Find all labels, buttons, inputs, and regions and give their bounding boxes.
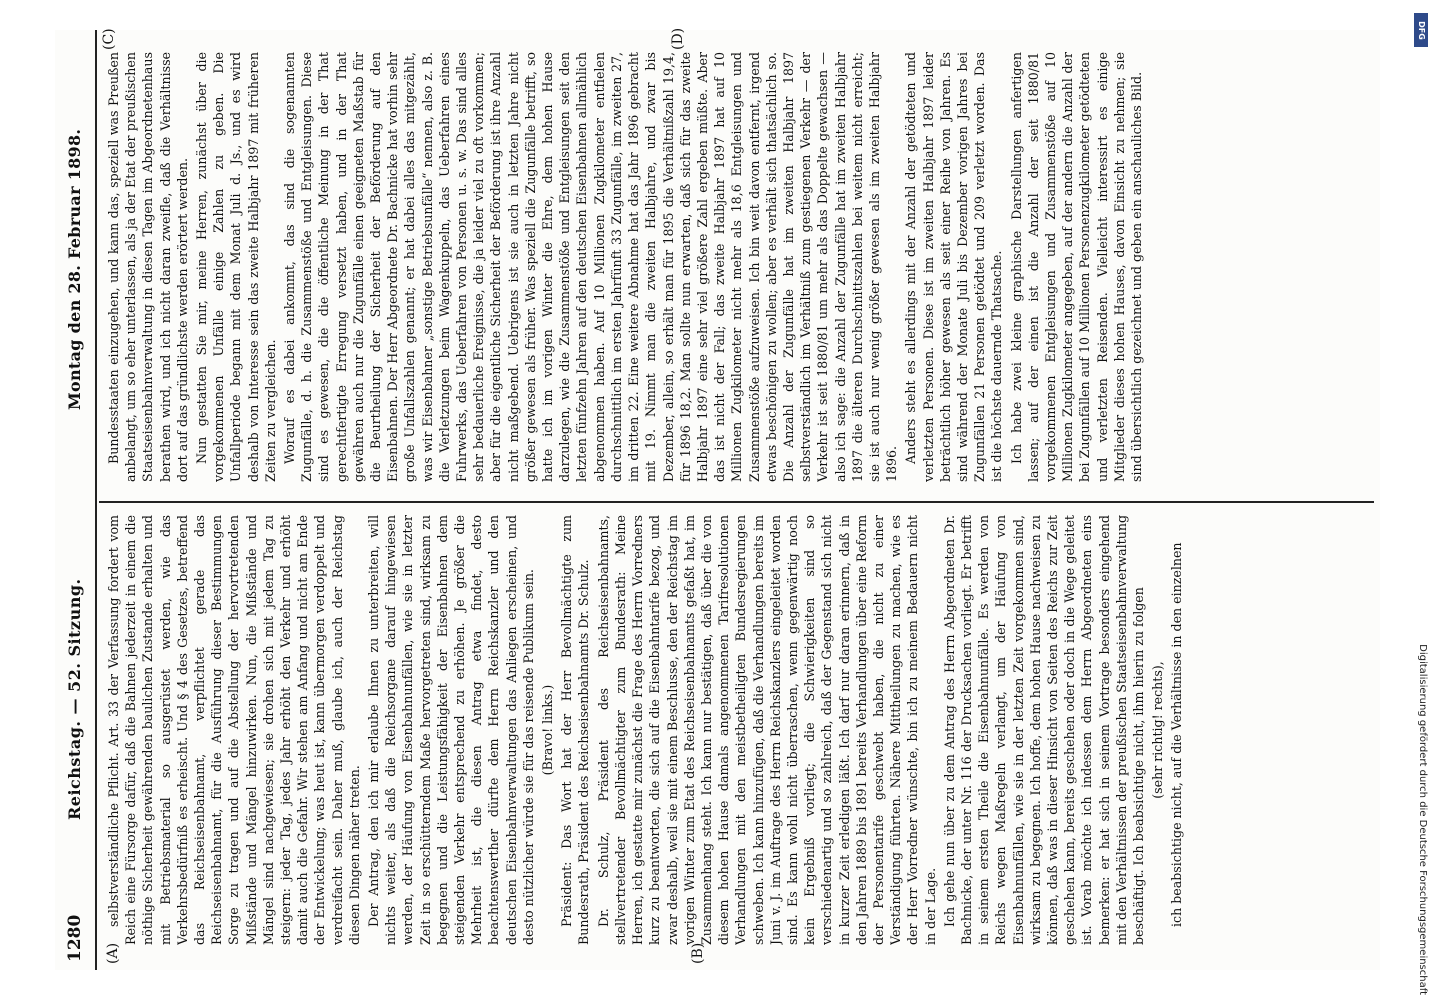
column-divider <box>99 501 1374 503</box>
session-title: Reichstag. — 52. Sitzung. <box>65 578 84 820</box>
digitization-credit <box>1410 5 1430 995</box>
interjection: (sehr richtig! rechts), <box>1150 661 1166 799</box>
right-column <box>105 52 1375 482</box>
paragraph: Ich gehe nun über zu dem Antrag des Herrn Abgeordneten Dr. Bachnicke, der unter Nr. 116 der Drucksachen vorliegt. Er betrifft in seinem ersten Theile die Eisenbahnunfälle. Es werden von Reichs wegen Maßregeln verlangt, um der Häufung von Eisenbahnunfällen, wie sie in der letzten Zeit vorgekommen sind, wirksam zu begegnen. Ich hoffe, dem hohen Hause nachweisen zu können, daß was in dieser Hinsicht von Seiten des Reichs zur Zeit geschehen kann, bereits geschehen oder doch in die Wege geleitet ist. Vorab möchte ich indessen dem Herrn Abgeordneten eins bemerken: er hat sich in seinem Vortrage besonders eingehend mit den Verhältnissen der preußischen Staatseisenbahnverwaltung beschäftigt. Ich beabsichtige nicht, ihm hierin zu folgen <box>941 515 1146 945</box>
page-number: 1280 <box>65 914 85 962</box>
paragraph: ich beabsichtige nicht, auf die Verhältnisse in den einzelnen <box>1169 542 1185 927</box>
paragraph: Anders steht es allerdings mit der Anzahl der getödteten und verletzten Personen. Diese ist im zweiten Halbjahr 1897 leider beträchtlich höher gewesen als seit einer Reihe von Jahren. Es sind während der Monate Juli bis Dezember vorigen Jahres bei Zugunfällen 21 Personen getödtet und 209 verletzt worden. Das ist die höchste dauernde Thatsache. <box>903 52 1005 482</box>
paragraph: selbstverständliche Pflicht. Art. 33 der Verfassung fordert vom Reich eine Fürsorge dafür, daß die Bahnen jederzeit in einem die nöthige Sicherheit gewährenden baulichen Zustande erhalten und mit Betriebsmaterial so ausgerüstet werden, wie das Verkehrsbedürfniß es erheischt. Und § 4 des Gesetzes, betreffend das Reichseisenbahnamt, verpflichtet gerade das Reichseisenbahnamt, für die Ausführung dieser Bestimmungen Sorge zu tragen und auf die Abstellung der hervortretenden Mißstände und Mängel hinzuwirken. Nun, die Mißstände und Mängel sind nachgewiesen; sie drohen sich mit jedem Tag zu steigern: jeder Tag, jedes Jahr erhöht den Verkehr und erhöht damit auch die Gefahr. Wir stehen am Anfang und nicht am Ende der Entwickelung; was heut ist, kann übermorgen verdoppelt und verdreifacht sein. Daher muß, glaube ich, auch der Reichstag diesen Dingen näher treten. <box>106 515 362 945</box>
running-head <box>55 30 97 970</box>
margin-mark-d: (D) <box>670 27 686 50</box>
paragraph: Nun gestatten Sie mir, meine Herren, zunächst über die vorgekommenen Unfälle einige Zahlen zu geben. Die Unfallperiode begann mit dem Monat Juli d. Js., und es wird deshalb von Interesse sein das zweite Halbjahr 1897 mit früheren Zeiten zu vergleichen. <box>194 52 278 482</box>
paragraph: Worauf es dabei ankommt, das sind die sogenannten Zugunfälle, d. h. die Zusammenstöße und Entgleisungen. Diese sind es gewesen, die die öffentliche Meinung in der That gerechtfertigte Erregung versetzt haben, und in der That gewähren auch nur die Zugunfälle einen geeigneten Maßstab für die Beurtheilung der Sicherheit der Beförderung auf den Eisenbahnen. Der Herr Abgeordnete Dr. Bachnicke hat vorhin sehr große Unfallszahlen genannt; er hat dabei alles das mitgezählt, was wir Eisenbahner „sonstige Betriebsunfälle“ nennen, also z. B. die Verletzungen beim Wagenkuppeln, das Ueberfahren eines Fuhrwerks, das Ueberfahren von Personen u. s. w. Das sind alles sehr bedauerliche Ereignisse, die ja leider viel zu oft vorkommen; aber für die eigentliche Sicherheit der Beförderung ist ihre Anzahl nicht maßgebend. Uebrigens ist sie auch in letzten Jahre nicht größer gewesen als früher. Was speziell die Zugunfälle betrifft, so hatte ich im vorigen Winter die Ehre, dem hohen Hause darzulegen, wie die Zusammenstöße und Entgleisungen seit den letzten fünfzehn Jahren auf den deutschen Eisenbahnen allmählich abgenommen haben. Auf 10 Millionen Zugkilometer entfielen durchschnittlich im ersten Jahrfünft 33 Zugunfälle, im zweiten 27, im dritten 22. Eine weitere Abnahme hat das Jahr 1896 gebracht mit 19. Nimmt man die zweiten Halbjahre, und zwar bis Dezember, allein, so erhält man für 1895 die Verhältnißzahl 19,4, für 1896 18,2. Man sollte nun erwarten, daß sich für das zweite Halbjahr 1897 eine sehr viel größere Zahl ergeben müßte. Aber das ist nicht der Fall; das zweite Halbjahr 1897 hat auf 10 Millionen Zugkilometer nicht mehr als 18,6 Entgleisungen und Zusammenstöße aufzuweisen. Ich bin weit davon entfernt, irgend etwas beschönigen zu wollen; aber es verhält sich thatsächlich so. Die Anzahl der Zugunfälle hat im zweiten Halbjahr 1897 selbstverständlich im Verhältniß zum gestiegenen Verkehr — der Verkehr ist seit 1880/81 um mehr als das Doppelte gewachsen — also ich sage: die Anzahl der Zugunfälle hat im zweiten Halbjahr 1897 die älteren Durchschnittszahlen bei weitem nicht erreicht; sie ist auch nur wenig größer gewesen als im zweiten Halbjahr 1896. <box>282 52 900 482</box>
date-title: Montag den 28. Februar 1898. <box>65 128 84 410</box>
paragraph: Bundesstaaten einzugehen, und kann das, speziell was Preußen anbelangt, um so eher unterlassen, als ja der Etat der preußischen Staatseisenbahnverwaltung in diesen Tagen im Abgeordnetenhaus berathen wird, und ich nicht daran zweifle, daß die Verhältnisse dort auf das gründlichste werden erörtert werden. <box>106 52 190 482</box>
interjection: (Bravo! links.) <box>540 684 556 776</box>
dfg-logo: DFG <box>1414 13 1428 47</box>
rotated-page <box>55 27 1380 970</box>
paragraph: Dr. Schulz, Präsident des Reichseisenbahnamts, stellvertretender Bevollmächtigter zum Bundesrath: Meine Herren, ich gestatte mir zunächst die Frage des Herrn Vorredners kurz zu beantworten, die sich auf die Eisenbahntarife bezog, und zwar deshalb, weil sie mit einem Beschlusse, den der Reichstag im vorigen Winter zum Etat des Reichseisenbahnamts gefaßt hat, im Zusammenhang steht. Ich kann nur bestätigen, daß über die von diesem hohen Hause damals angenommenen Tarifresolutionen Verhandlungen mit den meistbetheiligten Bundesregierungen schweben. Ich kann hinzufügen, daß die Verhandlungen bereits im Juni v. J. im Auftrage des Herrn Reichskanzlers eingeleitet worden sind. Es kann wohl nicht überraschen, wenn gegenwärtig noch kein Ergebniß vorliegt; die Schwierigkeiten sind so verschiedenartig und so zahlreich, daß der Gegenstand sich nicht in kurzer Zeit erledigen läßt. Ich darf nur daran erinnern, daß in den Jahren 1889 bis 1891 bereits Verhandlungen über eine Reform der Personentarife geschwebt haben, die nicht zu einer Verständigung führten. Nähere Mittheilungen zu machen, wie es der Herr Vorredner wünschte, bin ich zu meinem Bedauern nicht in der Lage. <box>595 515 938 945</box>
paragraph: Ich habe zwei kleine graphische Darstellungen anfertigen lassen; auf der einen ist die Anzahl der seit 1880/81 vorgekommenen Entgleisungen und Zusammenstöße auf 10 Millionen Zugkilometer angegeben, auf der andern die Anzahl der bei Zugunfällen auf 10 Millionen Personenzugkilometer getödteten und verletzten Reisenden. Vielleicht interessirt es einige Mitglieder dieses hohen Hauses, davon Einsicht zu nehmen; sie sind übersichtlich gezeichnet und geben ein anschauliches Bild. <box>1008 52 1144 482</box>
paragraph: Präsident: Das Wort hat der Herr Bevollmächtigte zum Bundesrath, Präsident des Reichseisenbahnamts Dr. Schulz. <box>559 515 592 945</box>
margin-mark-c: (C) <box>101 28 117 50</box>
margin-mark-a: (A) <box>105 942 121 964</box>
left-column <box>105 515 1375 945</box>
credit-text: Digitalisierung gefördert durch die Deutsche Forschungsgemeinschaft <box>1417 644 1428 995</box>
margin-mark-b: (B) <box>690 942 706 964</box>
paragraph: Der Antrag, den ich mir erlaube Ihnen zu unterbreiten, will nichts weiter, als daß die Reichsorgane darauf hingewiesen werden, der Häufung von Eisenbahnunfällen, wie sie in letzter Zeit in so erschütterndem Maße hervorgetreten sind, wirksam zu begegnen und die Leistungsfähigkeit der Eisenbahnen dem steigenden Verkehr entsprechend zu erhöhen. Je größer die Mehrheit ist, die diesen Antrag etwa findet, desto beachtenswerther dürfte dem Herrn Reichskanzler und den deutschen Eisenbahnverwaltungen das Anliegen erscheinen, und desto nützlicher würde sie für das reisende Publikum sein. <box>366 515 536 945</box>
